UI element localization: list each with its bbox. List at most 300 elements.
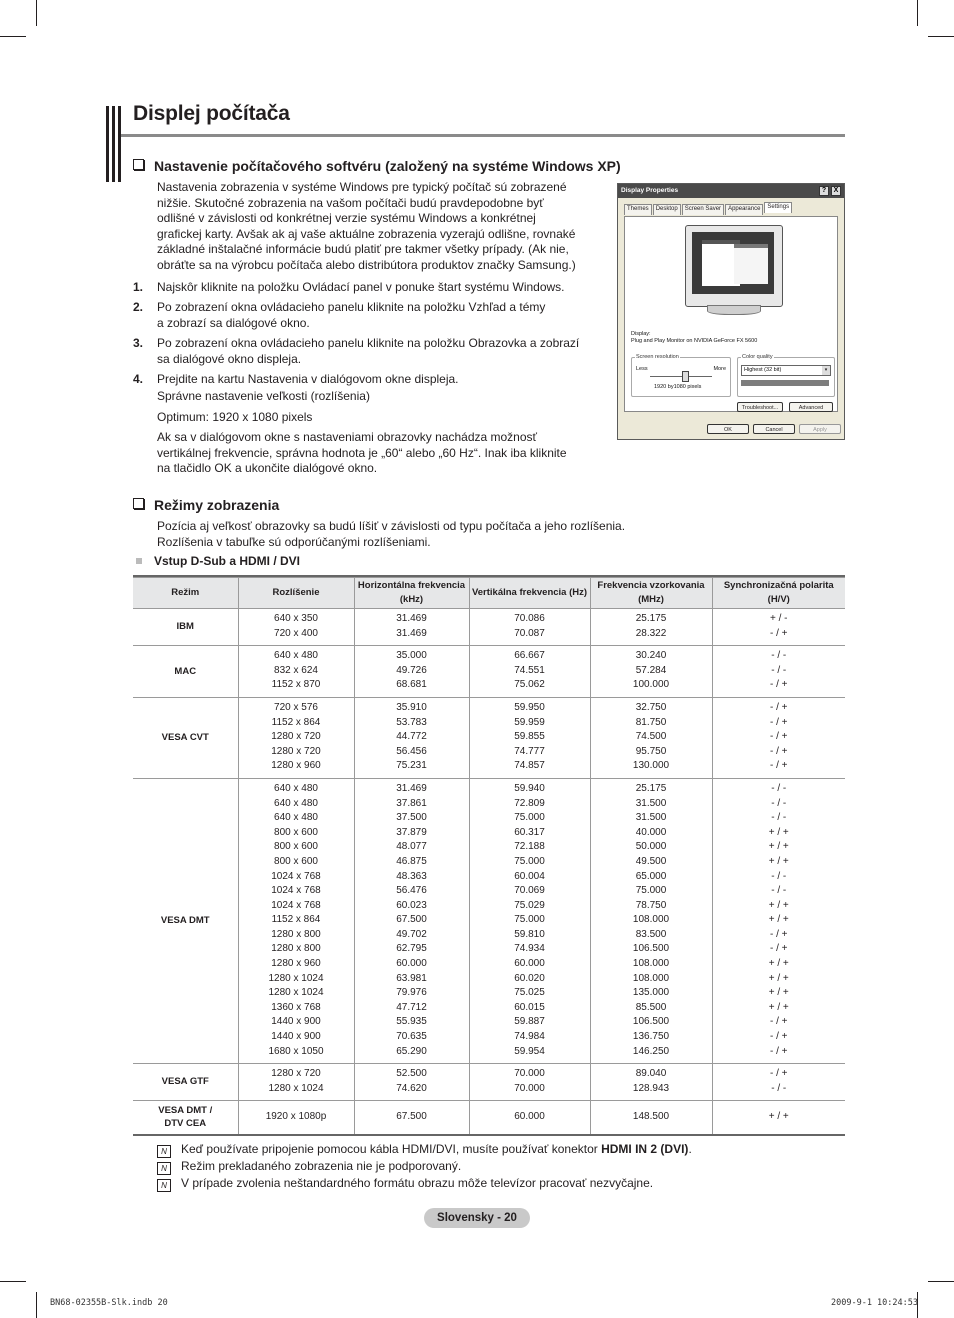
clock-value: 108.000 bbox=[632, 914, 670, 926]
vfreq-value: 75.000 bbox=[514, 812, 545, 824]
tab-desktop[interactable]: Desktop bbox=[653, 204, 681, 215]
polarity-value: - / + bbox=[769, 1031, 788, 1043]
clock-value: 78.750 bbox=[635, 899, 667, 911]
step-text: Prejdite na kartu Nastavenia v dialógovom okne displeja. bbox=[157, 372, 459, 386]
vfreq-value: 70.069 bbox=[514, 885, 545, 897]
color-quality-select[interactable] bbox=[741, 365, 831, 376]
intro-line: nižšie. Skutočné zobrazenia na vašom počítači budú pravdepodobne byť bbox=[157, 195, 544, 210]
step-text: Po zobrazení okna ovládacieho panelu kliknite na položku Obrazovka a zobrazí bbox=[157, 336, 580, 350]
cancel-button[interactable]: Cancel bbox=[753, 424, 795, 434]
table-row bbox=[133, 1064, 845, 1101]
polarity-value: - / - bbox=[771, 782, 787, 794]
step-text: Správne nastavenie veľkosti (rozlíšenia) bbox=[157, 388, 370, 403]
resolution-value: 1152 x 864 bbox=[271, 914, 321, 926]
apply-button[interactable]: Apply bbox=[799, 424, 841, 434]
hfreq-value: 55.935 bbox=[396, 1016, 427, 1028]
resolution-value: 1280 x 720 bbox=[271, 745, 321, 757]
resolution-value: 1360 x 768 bbox=[271, 1001, 321, 1013]
polarity-value: + / + bbox=[768, 841, 789, 853]
hfreq-value: 35.000 bbox=[396, 650, 427, 662]
hfreq-value: 56.456 bbox=[396, 745, 427, 757]
dialog-tabs bbox=[624, 204, 793, 215]
step-text: Po zobrazení okna ovládacieho panelu kliknite na položku Vzhľad a témy bbox=[157, 300, 546, 314]
resolution-value: 640 x 480 bbox=[274, 797, 318, 809]
hfreq-value: 52.500 bbox=[396, 1068, 427, 1080]
modes-line: Rozlíšenia v tabuľke sú odporúčanými rozlíšeniami. bbox=[157, 534, 431, 549]
freq-line: na tlačidlo OK a ukončite dialógové okno. bbox=[157, 461, 378, 475]
polarity-cell bbox=[712, 697, 845, 778]
polarity-value: + / + bbox=[768, 855, 789, 867]
clock-value: 31.500 bbox=[635, 812, 667, 824]
polarity-value: - / + bbox=[769, 627, 788, 639]
polarity-cell bbox=[712, 1064, 845, 1101]
vfreq-cell bbox=[469, 646, 590, 698]
polarity-value: + / - bbox=[769, 613, 788, 624]
resolution-group bbox=[631, 354, 731, 397]
clock-cell bbox=[590, 697, 712, 778]
hfreq-value: 67.500 bbox=[396, 914, 427, 926]
polarity-value: - / - bbox=[771, 885, 787, 897]
resolution-value: 1280 x 1024 bbox=[268, 1082, 324, 1094]
clock-value: 100.000 bbox=[632, 679, 670, 691]
crop-mark bbox=[928, 36, 954, 37]
polarity-value: - / + bbox=[769, 943, 788, 955]
resolution-value: 640 x 480 bbox=[274, 812, 318, 824]
color-quality-group bbox=[737, 354, 835, 397]
resolution-value: 640 x 480 bbox=[274, 782, 318, 794]
crop-mark bbox=[36, 0, 37, 26]
table-row bbox=[133, 609, 845, 646]
resolution-value: 1280 x 800 bbox=[271, 943, 321, 955]
close-button[interactable]: X bbox=[831, 186, 841, 196]
page-number-badge: Slovensky - 20 bbox=[424, 1208, 530, 1228]
slider-more-label: More bbox=[713, 366, 726, 372]
vfreq-cell bbox=[469, 697, 590, 778]
polarity-cell bbox=[712, 609, 845, 646]
tab-appearance[interactable]: Appearance bbox=[725, 204, 763, 215]
resolution-value: 720 x 576 bbox=[274, 701, 318, 713]
clock-value: 108.000 bbox=[632, 958, 670, 970]
note-text: V prípade zvolenia neštandardného formátu obrazu môže televízor pracovať nezvyčajne. bbox=[181, 1176, 654, 1190]
hfreq-value: 65.290 bbox=[396, 1045, 427, 1057]
vfreq-value: 74.777 bbox=[514, 745, 545, 757]
resolution-value: 720 x 400 bbox=[274, 627, 318, 639]
title-rule bbox=[121, 134, 845, 137]
vfreq-value: 60.317 bbox=[514, 826, 545, 838]
clock-value: 146.250 bbox=[632, 1045, 670, 1057]
settings-panel bbox=[624, 216, 838, 412]
vfreq-value: 75.025 bbox=[514, 987, 545, 999]
vfreq-cell bbox=[469, 778, 590, 1063]
clock-value: 30.240 bbox=[635, 650, 667, 662]
vfreq-value: 59.887 bbox=[514, 1016, 545, 1028]
title-bar-decoration bbox=[106, 106, 121, 182]
ok-button[interactable]: OK bbox=[707, 424, 749, 434]
vfreq-cell bbox=[469, 609, 590, 646]
square-bullet-icon bbox=[136, 558, 142, 564]
monitor-screen bbox=[692, 232, 774, 294]
clock-value: 25.175 bbox=[635, 613, 667, 624]
resolution-value: 832 x 624 bbox=[274, 664, 318, 676]
table-row bbox=[133, 697, 845, 778]
polarity-value: + / + bbox=[768, 914, 789, 926]
polarity-cell bbox=[712, 1101, 845, 1136]
intro-line: Nastavenia zobrazenia v systéme Windows pre typický počítač sú zobrazené bbox=[157, 180, 567, 194]
step-number: 4. bbox=[133, 372, 144, 386]
resolution-value: 1280 x 1024 bbox=[268, 972, 324, 984]
polarity-value: - / + bbox=[769, 1016, 788, 1028]
clock-value: 136.750 bbox=[632, 1031, 670, 1043]
hfreq-cell bbox=[354, 1101, 469, 1136]
note-text: . bbox=[688, 1142, 692, 1156]
resolution-slider-thumb[interactable] bbox=[682, 371, 689, 382]
polarity-value: + / + bbox=[768, 987, 789, 999]
crop-mark bbox=[917, 0, 918, 26]
display-value: Plug and Play Monitor on NVIDIA GeForce FX 5600 bbox=[631, 338, 758, 344]
hfreq-value: 31.469 bbox=[396, 782, 427, 794]
crop-mark bbox=[928, 1281, 954, 1282]
vfreq-value: 74.934 bbox=[514, 943, 545, 955]
note-icon: N bbox=[157, 1179, 171, 1192]
clock-value: 28.322 bbox=[635, 627, 667, 639]
vfreq-value: 72.188 bbox=[514, 841, 545, 853]
hfreq-value: 46.875 bbox=[396, 855, 427, 867]
display-modes-table bbox=[133, 577, 845, 1136]
vfreq-value: 59.954 bbox=[514, 1045, 545, 1057]
clock-value: 50.000 bbox=[635, 841, 667, 853]
polarity-value: - / - bbox=[771, 1082, 787, 1094]
resolution-value: 1152 x 870 bbox=[271, 679, 321, 691]
intro-line: odlišné v závislosti od konkrétnej verzie systému Windows a konkrétnej bbox=[157, 211, 536, 225]
resolution-value: 800 x 600 bbox=[274, 855, 318, 867]
step-1 bbox=[133, 280, 565, 296]
table-row bbox=[133, 646, 845, 698]
hfreq-value: 70.635 bbox=[396, 1031, 427, 1043]
checkbox-bullet-icon bbox=[133, 498, 144, 509]
clock-value: 74.500 bbox=[635, 731, 667, 743]
hfreq-value: 31.469 bbox=[396, 627, 427, 639]
resolution-value: 800 x 600 bbox=[274, 826, 318, 838]
print-slug-right: 2009-9-1 10:24:53 bbox=[831, 1298, 918, 1308]
hfreq-value: 49.726 bbox=[396, 664, 427, 676]
hfreq-cell bbox=[354, 697, 469, 778]
vfreq-value: 59.940 bbox=[514, 782, 545, 794]
resolution-value: 1024 x 768 bbox=[271, 885, 321, 897]
resolution-value: 1920 x 1080p bbox=[265, 1111, 327, 1123]
clock-cell bbox=[590, 778, 712, 1063]
tab-themes[interactable]: Themes bbox=[624, 204, 652, 215]
table-row bbox=[133, 1101, 845, 1136]
step-text: Najskôr kliknite na položku Ovládací panel v ponuke štart systému Windows. bbox=[157, 280, 565, 294]
resolution-value: 640 x 480 bbox=[274, 650, 318, 662]
vfreq-value: 70.087 bbox=[514, 627, 545, 639]
resolution-value: 1280 x 720 bbox=[271, 1068, 321, 1080]
vfreq-value: 60.000 bbox=[514, 1111, 545, 1123]
section-heading-modes bbox=[133, 497, 279, 513]
note-bold-connector: HDMI IN 2 (DVI) bbox=[601, 1142, 689, 1156]
clock-value: 32.750 bbox=[635, 701, 667, 713]
polarity-value: + / + bbox=[768, 826, 789, 838]
clock-cell bbox=[590, 1064, 712, 1101]
mode-cell: VESA GTF bbox=[133, 1064, 238, 1101]
polarity-value: + / + bbox=[768, 972, 789, 984]
clock-value: 25.175 bbox=[635, 782, 667, 794]
display-properties-dialog bbox=[617, 183, 845, 440]
polarity-value: - / + bbox=[769, 701, 788, 713]
hfreq-value: 37.861 bbox=[396, 797, 427, 809]
clock-cell bbox=[590, 609, 712, 646]
mode-cell: MAC bbox=[133, 646, 238, 698]
vfreq-value: 60.000 bbox=[514, 958, 545, 970]
crop-mark bbox=[0, 36, 26, 37]
step-text: sa dialógové okno displeja. bbox=[157, 351, 302, 366]
clock-cell bbox=[590, 646, 712, 698]
clock-value: 83.500 bbox=[635, 928, 667, 940]
hfreq-value: 44.772 bbox=[396, 731, 427, 743]
dialog-title-bar bbox=[618, 184, 844, 198]
hfreq-value: 68.681 bbox=[396, 679, 427, 691]
resolution-value: 1920 by1080 pixels bbox=[654, 384, 702, 390]
resolution-cell bbox=[238, 609, 354, 646]
clock-value: 106.500 bbox=[632, 1016, 670, 1028]
step-3 bbox=[133, 336, 580, 367]
polarity-value: + / + bbox=[768, 958, 789, 970]
clock-value: 108.000 bbox=[632, 972, 670, 984]
vfreq-value: 60.020 bbox=[514, 972, 545, 984]
display-label: Display: bbox=[631, 331, 651, 337]
hfreq-value: 67.500 bbox=[396, 1111, 427, 1123]
resolution-value: 1280 x 960 bbox=[271, 760, 321, 772]
resolution-cell bbox=[238, 1064, 354, 1101]
vfreq-value: 70.000 bbox=[514, 1068, 545, 1080]
tab-settings[interactable]: Settings bbox=[764, 202, 792, 213]
resolution-value: 1024 x 768 bbox=[271, 870, 321, 882]
window-thumbnail bbox=[734, 244, 768, 284]
clock-value: 65.000 bbox=[635, 870, 667, 882]
header-pixel-clock: Frekvencia vzorkovania (MHz) bbox=[590, 578, 712, 609]
polarity-value: - / - bbox=[771, 797, 787, 809]
dialog-title: Display Properties bbox=[621, 187, 679, 194]
header-mode: Režim bbox=[133, 578, 238, 609]
section-heading-text: Nastavenie počítačového softvéru (založený na systéme Windows XP) bbox=[154, 158, 621, 174]
input-subheading bbox=[136, 554, 300, 570]
polarity-value: - / + bbox=[769, 1045, 788, 1057]
polarity-value: - / - bbox=[771, 812, 787, 824]
resolution-value: 1024 x 768 bbox=[271, 899, 321, 911]
step-text: a zobrazí sa dialógové okno. bbox=[157, 315, 310, 330]
hfreq-value: 49.702 bbox=[396, 928, 427, 940]
frequency-paragraph bbox=[157, 430, 567, 477]
hfreq-value: 79.976 bbox=[396, 987, 427, 999]
resolution-slider-track[interactable] bbox=[650, 376, 712, 377]
step-number: 1. bbox=[133, 280, 144, 294]
resolution-value: 1680 x 1050 bbox=[268, 1045, 324, 1057]
vfreq-value: 60.015 bbox=[514, 1001, 545, 1013]
hfreq-value: 63.981 bbox=[396, 972, 427, 984]
advanced-button[interactable]: Advanced bbox=[789, 402, 833, 412]
hfreq-value: 35.910 bbox=[396, 701, 427, 713]
mode-cell: VESA DMT bbox=[133, 778, 238, 1063]
print-slug-left: BN68-02355B-Slk.indb 20 bbox=[50, 1298, 168, 1308]
table-header-row bbox=[133, 578, 845, 609]
vfreq-value: 66.667 bbox=[514, 650, 545, 662]
header-horizontal-frequency: Horizontálna frekvencia (kHz) bbox=[354, 578, 469, 609]
clock-value: 40.000 bbox=[635, 826, 667, 838]
polarity-value: - / + bbox=[769, 731, 788, 743]
polarity-cell bbox=[712, 778, 845, 1063]
clock-value: 135.000 bbox=[632, 987, 670, 999]
intro-line: obráťte sa na výrobcu počítača alebo distribútora produktov značky Samsung.) bbox=[157, 257, 576, 272]
vfreq-value: 59.950 bbox=[514, 701, 545, 713]
hfreq-value: 74.620 bbox=[396, 1082, 427, 1094]
vfreq-value: 59.810 bbox=[514, 928, 545, 940]
mode-cell: VESA DMT / DTV CEA bbox=[133, 1101, 238, 1136]
monitor-preview-icon bbox=[685, 225, 783, 307]
slider-less-label: Less bbox=[636, 366, 648, 372]
resolution-value: 1440 x 900 bbox=[271, 1016, 321, 1028]
resolution-value: 1440 x 900 bbox=[271, 1031, 321, 1043]
monitor-stand bbox=[707, 305, 761, 315]
section-heading-software bbox=[133, 158, 621, 174]
chevron-down-icon[interactable]: ▾ bbox=[822, 366, 830, 375]
tab-screen-saver[interactable]: Screen Saver bbox=[682, 204, 724, 215]
clock-value: 106.500 bbox=[632, 943, 670, 955]
vfreq-value: 75.000 bbox=[514, 855, 545, 867]
freq-line: vertikálnej frekvencie, správna hodnota je „60“ alebo „60 Hz“. Inak iba kliknite bbox=[157, 445, 567, 460]
vfreq-cell bbox=[469, 1101, 590, 1136]
hfreq-value: 48.363 bbox=[396, 870, 427, 882]
resolution-cell bbox=[238, 778, 354, 1063]
hfreq-value: 53.783 bbox=[396, 716, 427, 728]
hfreq-value: 75.231 bbox=[396, 760, 427, 772]
hfreq-value: 47.712 bbox=[396, 1001, 427, 1013]
resolution-cell bbox=[238, 646, 354, 698]
help-button[interactable]: ? bbox=[819, 186, 829, 196]
clock-value: 148.500 bbox=[632, 1111, 670, 1123]
step-number: 2. bbox=[133, 300, 144, 314]
note-nonstandard bbox=[157, 1176, 653, 1192]
vfreq-value: 74.984 bbox=[514, 1031, 545, 1043]
vfreq-value: 75.062 bbox=[514, 679, 545, 691]
hfreq-cell bbox=[354, 646, 469, 698]
step-2 bbox=[133, 300, 546, 331]
clock-value: 128.943 bbox=[632, 1082, 670, 1094]
polarity-value: + / + bbox=[768, 899, 789, 911]
note-text: Režim prekladaného zobrazenia nie je podporovaný. bbox=[181, 1159, 462, 1173]
hfreq-value: 31.469 bbox=[396, 613, 427, 624]
polarity-value: - / + bbox=[769, 928, 788, 940]
resolution-cell bbox=[238, 697, 354, 778]
polarity-value: - / + bbox=[769, 745, 788, 757]
vfreq-value: 74.551 bbox=[514, 664, 545, 676]
polarity-cell bbox=[712, 646, 845, 698]
resolution-value: 1280 x 960 bbox=[271, 958, 321, 970]
clock-value: 130.000 bbox=[632, 760, 670, 772]
color-quality-value: Highest (32 bit) bbox=[744, 367, 782, 373]
resolution-value: 1280 x 1024 bbox=[268, 987, 324, 999]
section-heading-text: Režimy zobrazenia bbox=[154, 497, 280, 513]
note-interlaced bbox=[157, 1159, 461, 1175]
step-number: 3. bbox=[133, 336, 144, 350]
resolution-value: 1280 x 720 bbox=[271, 731, 321, 743]
troubleshoot-button[interactable]: Troubleshoot... bbox=[737, 402, 783, 412]
clock-cell bbox=[590, 1101, 712, 1136]
clock-value: 81.750 bbox=[635, 716, 667, 728]
resolution-value: 1152 x 864 bbox=[271, 716, 321, 728]
modes-line: Pozícia aj veľkosť obrazovky sa budú líšiť v závislosti od typu počítača a jeho rozlíšenia. bbox=[157, 519, 626, 533]
polarity-value: - / - bbox=[771, 664, 787, 676]
clock-value: 57.284 bbox=[635, 664, 667, 676]
clock-value: 95.750 bbox=[635, 745, 667, 757]
vfreq-value: 59.855 bbox=[514, 731, 545, 743]
resolution-value: 640 x 350 bbox=[274, 613, 318, 624]
polarity-value: - / + bbox=[769, 760, 788, 772]
polarity-value: - / - bbox=[771, 870, 787, 882]
mode-cell: IBM bbox=[133, 609, 238, 646]
hfreq-value: 37.500 bbox=[396, 812, 427, 824]
vfreq-value: 74.857 bbox=[514, 760, 545, 772]
crop-mark bbox=[0, 1281, 26, 1282]
crop-mark bbox=[36, 1292, 37, 1318]
hfreq-value: 48.077 bbox=[396, 841, 427, 853]
polarity-value: - / + bbox=[769, 716, 788, 728]
note-icon: N bbox=[157, 1145, 171, 1158]
vfreq-value: 75.029 bbox=[514, 899, 545, 911]
clock-value: 49.500 bbox=[635, 855, 667, 867]
table-row bbox=[133, 778, 845, 1063]
vfreq-cell bbox=[469, 1064, 590, 1101]
step-4 bbox=[133, 372, 459, 404]
polarity-value: - / + bbox=[769, 679, 788, 691]
header-resolution: Rozlíšenie bbox=[238, 578, 354, 609]
vfreq-value: 59.959 bbox=[514, 716, 545, 728]
vfreq-value: 75.000 bbox=[514, 914, 545, 926]
hfreq-value: 62.795 bbox=[396, 943, 427, 955]
intro-paragraph bbox=[157, 180, 576, 273]
polarity-value: + / + bbox=[768, 1111, 789, 1123]
vfreq-value: 70.086 bbox=[514, 613, 545, 624]
vfreq-value: 70.000 bbox=[514, 1082, 545, 1094]
hfreq-cell bbox=[354, 609, 469, 646]
resolution-cell bbox=[238, 1101, 354, 1136]
polarity-value: - / - bbox=[771, 650, 787, 662]
table-body bbox=[133, 609, 845, 1136]
checkbox-bullet-icon bbox=[133, 159, 144, 170]
clock-value: 85.500 bbox=[635, 1001, 667, 1013]
vfreq-value: 72.809 bbox=[514, 797, 545, 809]
hfreq-cell bbox=[354, 1064, 469, 1101]
intro-line: základné inštalačné informácie budú platiť pre takmer všetky prípady. (Ak nie, bbox=[157, 242, 569, 256]
mode-cell: VESA CVT bbox=[133, 697, 238, 778]
note-text: Keď používate pripojenie pomocou kábla HDMI/DVI, musíte používať konektor bbox=[181, 1142, 602, 1156]
hfreq-value: 37.879 bbox=[396, 826, 427, 838]
input-subheading-text: Vstup D-Sub a HDMI / DVI bbox=[154, 554, 301, 568]
hfreq-value: 56.476 bbox=[396, 885, 427, 897]
clock-value: 31.500 bbox=[635, 797, 667, 809]
hfreq-cell bbox=[354, 778, 469, 1063]
note-icon: N bbox=[157, 1162, 171, 1175]
page-title: Displej počítača bbox=[133, 102, 290, 125]
resolution-group-label: Screen resolution bbox=[636, 354, 679, 360]
header-vertical-frequency: Vertikálna frekvencia (Hz) bbox=[469, 578, 590, 609]
vfreq-value: 60.004 bbox=[514, 870, 545, 882]
modes-paragraph bbox=[157, 519, 625, 550]
header-sync-polarity: Synchronizačná polarita (H/V) bbox=[712, 578, 845, 609]
resolution-value: 800 x 600 bbox=[274, 841, 318, 853]
polarity-value: - / + bbox=[769, 1068, 788, 1080]
polarity-value: + / + bbox=[768, 1001, 789, 1013]
hfreq-value: 60.000 bbox=[396, 958, 427, 970]
